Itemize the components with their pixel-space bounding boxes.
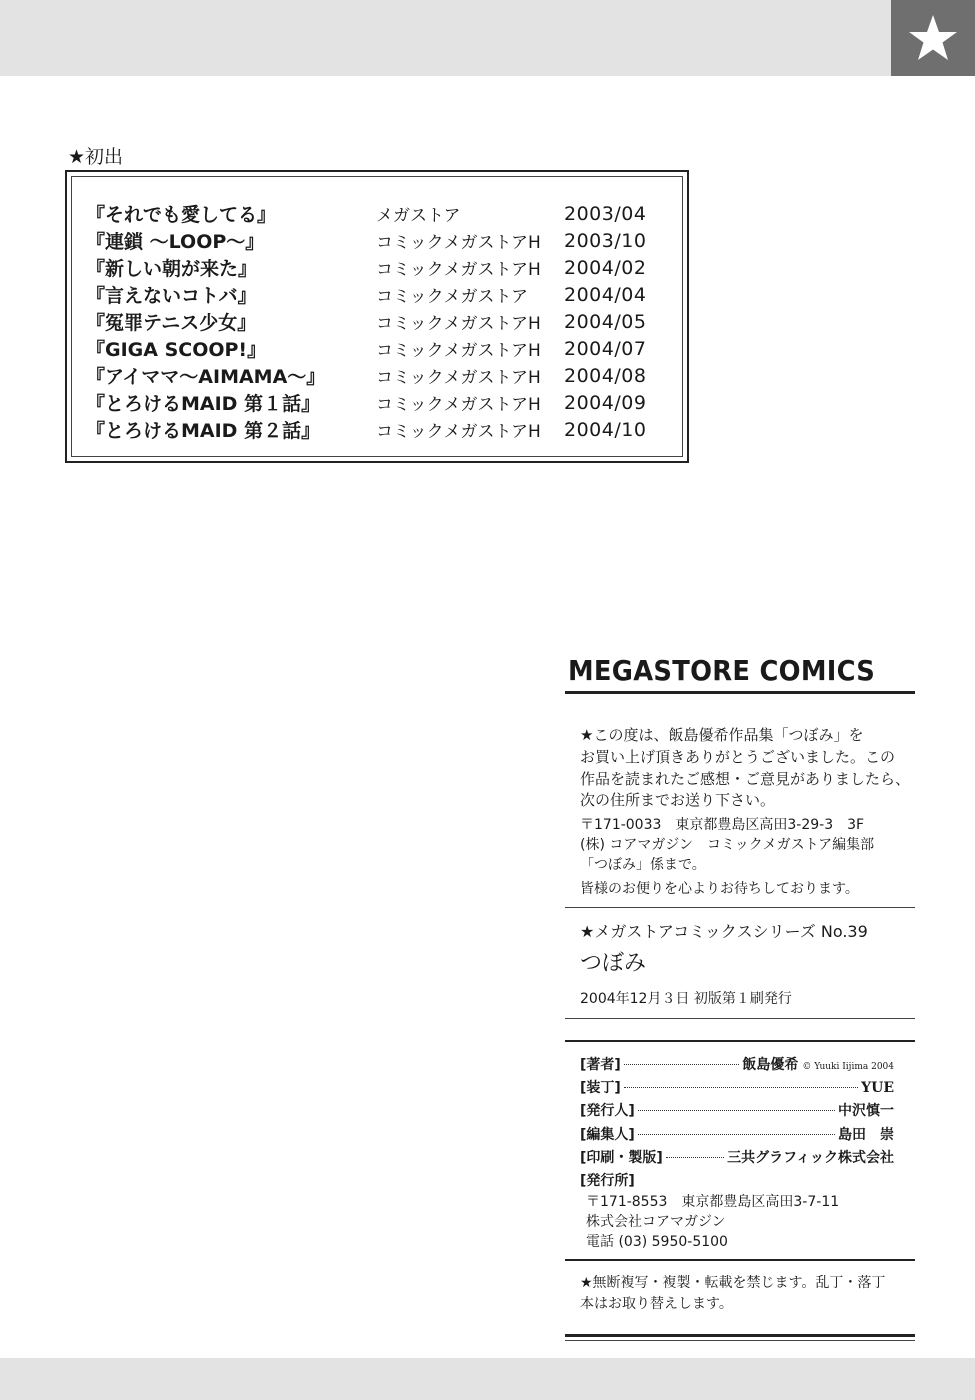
credit-design xyxy=(580,1077,894,1097)
publisher-line: 〒171-8553 東京都豊島区高田3-7-11 xyxy=(586,1194,840,1210)
notice-line: ★無断複写・複製・転載を禁じます。乱丁・落丁 xyxy=(580,1275,886,1291)
divider xyxy=(565,907,915,908)
publication-row xyxy=(86,308,666,335)
publication-magazine: コミックメガストアH xyxy=(376,314,541,334)
first-publication-table xyxy=(86,200,666,443)
credit-publisher-person xyxy=(580,1100,894,1120)
publish-date: 2004年12月３日 初版第１刷発行 xyxy=(580,991,792,1007)
first-publication-heading: ★初出 xyxy=(68,146,124,168)
publication-title: 『とろけるMAID 第２話』 xyxy=(86,420,321,442)
thanks-line: 作品を読まれたご感想・ご意見がありましたら、 xyxy=(580,770,911,788)
book-title: つぼみ xyxy=(580,951,647,976)
publication-magazine: コミックメガストアH xyxy=(376,260,541,280)
publication-title: 『連鎖 ～LOOP～』 xyxy=(86,231,265,253)
credit-value: 中沢慎一 xyxy=(838,1103,894,1119)
publication-title: 『とろけるMAID 第１話』 xyxy=(86,393,321,415)
publication-date: 2004/05 xyxy=(564,310,647,333)
thanks-line: 次の住所までお送り下さい。 xyxy=(580,791,776,809)
publication-date: 2003/10 xyxy=(564,229,647,252)
brand-logo: MEGASTORE COMICS xyxy=(568,654,876,687)
end-rule xyxy=(565,1334,915,1337)
credit-label: [著者] xyxy=(580,1057,621,1073)
publication-date: 2004/10 xyxy=(564,418,647,441)
publisher-line: 電話 (03) 5950-5100 xyxy=(586,1234,728,1250)
publication-magazine: コミックメガストアH xyxy=(376,233,541,253)
credit-label: [装丁] xyxy=(580,1080,621,1096)
publication-row xyxy=(86,362,666,389)
credit-label: [発行人] xyxy=(580,1103,635,1119)
divider xyxy=(565,1259,915,1261)
top-band xyxy=(0,0,975,76)
publication-magazine: コミックメガストア xyxy=(376,287,528,307)
publication-row xyxy=(86,335,666,362)
credit-value: 三共グラフィック株式会社 xyxy=(727,1150,894,1166)
publication-magazine: メガストア xyxy=(376,206,461,226)
brand-rule xyxy=(565,691,915,694)
address-line: 〒171-0033 東京都豊島区高田3-29-3 3F xyxy=(580,817,865,833)
leader-dots xyxy=(638,1134,835,1135)
publication-row xyxy=(86,227,666,254)
publication-date: 2004/09 xyxy=(564,391,647,414)
credit-value: 飯島優希 xyxy=(742,1057,799,1073)
credit-label: [編集人] xyxy=(580,1127,635,1143)
star-tab xyxy=(891,0,975,76)
publisher-line: 株式会社コアマガジン xyxy=(586,1214,726,1230)
address-line: (株) コアマガジン コミックメガストア編集部 xyxy=(580,837,875,853)
publication-date: 2003/04 xyxy=(564,202,647,225)
publication-date: 2004/04 xyxy=(564,283,647,306)
closing-line: 皆様のお便りを心よりお待ちしております。 xyxy=(580,881,859,897)
publication-title: 『それでも愛してる』 xyxy=(86,204,277,226)
credit-author xyxy=(580,1054,894,1074)
publication-date: 2004/07 xyxy=(564,337,647,360)
publication-row xyxy=(86,254,666,281)
publication-date: 2004/08 xyxy=(564,364,647,387)
publication-row xyxy=(86,389,666,416)
credit-label: [印刷・製版] xyxy=(580,1150,663,1166)
leader-dots xyxy=(624,1064,740,1065)
publication-title: 『冤罪テニス少女』 xyxy=(86,312,257,334)
publication-title: 『新しい朝が来た』 xyxy=(86,258,258,280)
publication-title: 『アイママ～AIMAMA～』 xyxy=(86,366,326,388)
thanks-line: お買い上げ頂きありがとうございました。この xyxy=(580,748,896,766)
star-icon xyxy=(908,13,958,63)
publication-row xyxy=(86,200,666,227)
publication-title: 『言えないコトバ』 xyxy=(86,285,257,307)
credit-editor xyxy=(580,1124,894,1144)
divider xyxy=(565,1040,915,1042)
credit-label: [発行所] xyxy=(580,1173,635,1189)
credit-printer xyxy=(580,1147,894,1167)
series-line: ★メガストアコミックスシリーズ No.39 xyxy=(580,922,868,941)
leader-dots xyxy=(638,1110,835,1111)
publication-magazine: コミックメガストアH xyxy=(376,422,541,442)
leader-dots xyxy=(624,1087,858,1088)
publication-title: 『GIGA SCOOP!』 xyxy=(86,339,267,361)
publication-magazine: コミックメガストアH xyxy=(376,395,541,415)
credit-value: YUE xyxy=(861,1080,894,1096)
bottom-band xyxy=(0,1358,975,1400)
publication-magazine: コミックメガストアH xyxy=(376,368,541,388)
address-line: 「つぼみ」係まで。 xyxy=(580,857,706,873)
notice-line: 本はお取り替えします。 xyxy=(580,1296,733,1312)
end-rule-thin xyxy=(565,1340,915,1341)
publication-row xyxy=(86,281,666,308)
publication-row xyxy=(86,416,666,443)
divider xyxy=(565,1018,915,1019)
credit-value: 島田 崇 xyxy=(838,1127,894,1143)
copyright-notice: © Yuuki Iijima 2004 xyxy=(802,1062,894,1072)
publication-magazine: コミックメガストアH xyxy=(376,341,541,361)
thanks-line: ★この度は、飯島優希作品集「つぼみ」を xyxy=(580,726,864,744)
publication-date: 2004/02 xyxy=(564,256,647,279)
leader-dots xyxy=(666,1157,724,1158)
